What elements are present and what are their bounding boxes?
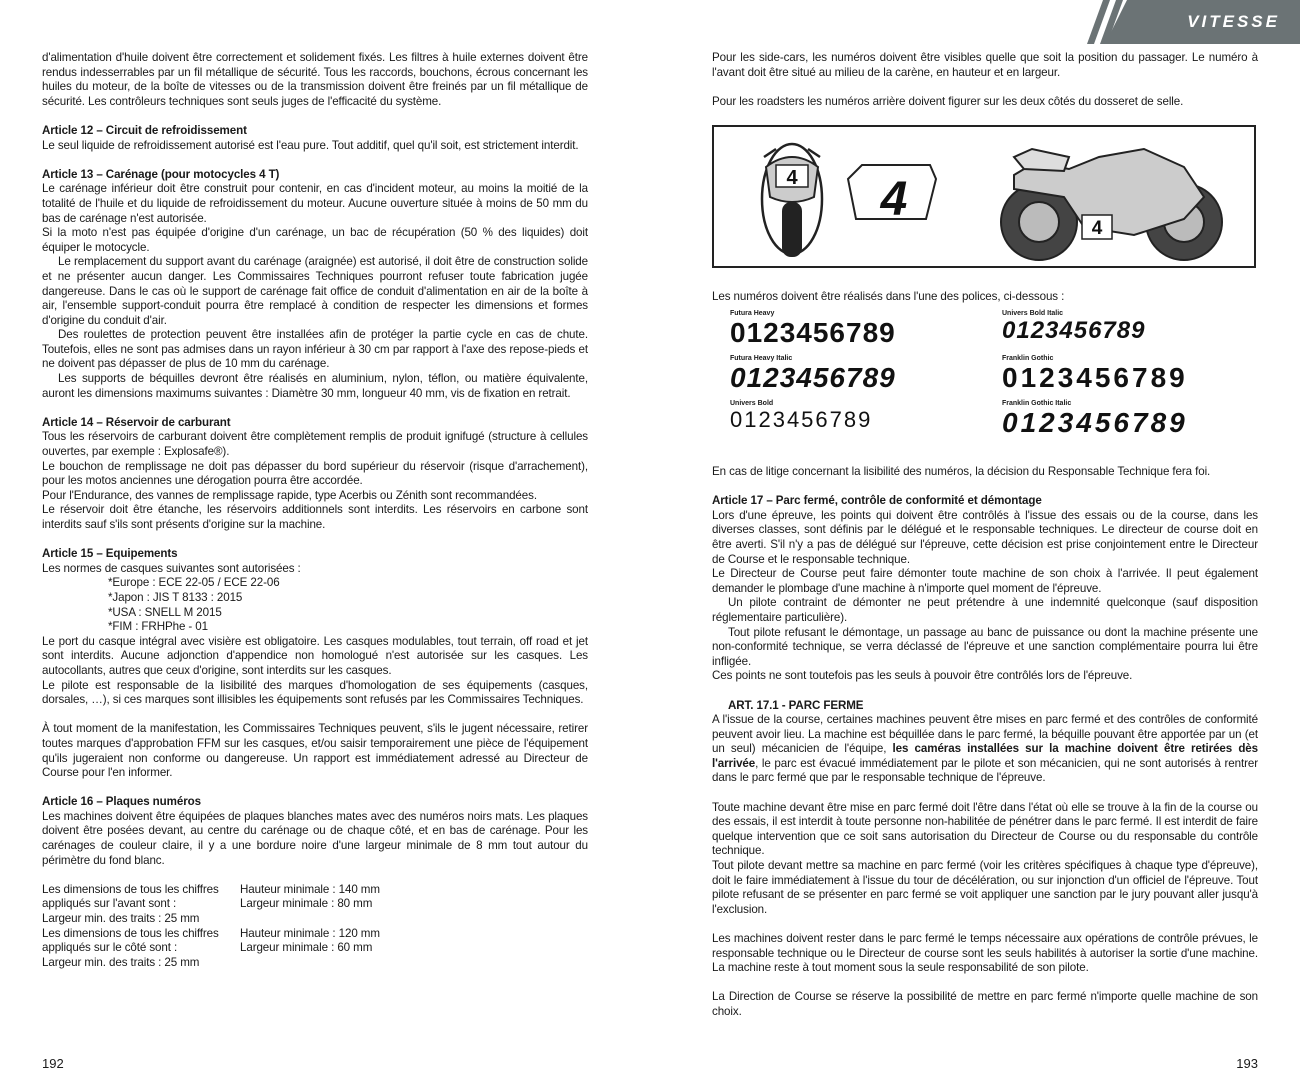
fonts-intro: Les numéros doivent être réalisés dans l'une des polices, ci-dessous :: [712, 290, 1065, 303]
article-17-p4: Tout pilote refusant le démontage, un passage au banc de puissance ou dont la machine présente une non-conformité technique, se verra déclassé de l'épreuve et une sanction complémentaire pourra lui être infligée.: [712, 625, 1258, 668]
font-samples: [730, 310, 1250, 445]
article-14-p1: Tous les réservoirs de carburant doivent être complètement remplis de produit ignifugé (structure à cellules ouvertes, par exemple : Explosafe®).: [42, 430, 588, 459]
article-17-p3: Un pilote contraint de démonter ne peut prétendre à une indemnité quelconque (sauf disposition réglementaire particulière).: [712, 596, 1258, 624]
side-min-width: Largeur minimale : 60 mm: [240, 941, 373, 955]
article-12-text: Le seul liquide de refroidissement autorisé est l'eau pure. Tout additif, quel qu'il soit, est strictement interdit.: [42, 138, 579, 152]
article-17-1-p1: [712, 713, 1258, 786]
side-min-height: Hauteur minimale : 120 mm: [240, 926, 380, 940]
font-sample: [730, 400, 872, 433]
banner-title: VITESSE: [1187, 12, 1280, 31]
font-sample: [1002, 310, 1145, 345]
font-name: Franklin Gothic Italic: [1002, 400, 1072, 407]
cameras-rule: les caméras installées sur la machine doivent être retirées dès l'arrivée: [712, 742, 1258, 770]
article-15-p4: À tout moment de la manifestation, les Commissaires Techniques peuvent, s'ils le jugent nécessaire, retirer toutes marques d'approbation FFM sur les casques, et/ou saisir temporairement une pièce de l'équipement qu'ils jugeraient non conforme ou dangereuse. Un rapport est immédiatement adressé au Directeur de Course pour l'en informer.: [42, 722, 588, 780]
front-dimensions: [42, 883, 588, 927]
article-13-title: Article 13 – Carénage (pour motocycles 4 T): [42, 167, 280, 181]
article-13-p5: Les supports de béquilles devront être réalisés en aluminium, nylon, téflon, ou matière équivalente, auront les dimensions maximums suivantes : Diamètre 30 mm, longueur 40 mm, vis de fixation en retrait.: [42, 372, 588, 400]
right-column-top: [712, 51, 1258, 109]
article-17-p1: Lors d'une épreuve, les points qui doivent être contrôlés à l'issue des essais ou de la course, dans les diverses classes, sont définis par le délégué et le responsable techniques. Le directeur de course doit en être averti. S'il n'y a pas de délégué sur l'épreuve, cette décision est prise conjointement entre le Directeur de Course et le responsable technique.: [712, 508, 1258, 566]
font-name: Futura Heavy: [730, 310, 775, 317]
front-dim-label-a: Les dimensions de tous les chiffres: [42, 882, 219, 896]
article-16-title: Article 16 – Plaques numéros: [42, 795, 201, 809]
svg-text:4: 4: [786, 167, 798, 189]
motorcycle-drawing: [714, 127, 1254, 266]
font-digits: 0123456789: [730, 362, 896, 393]
front-stroke-width: Largeur min. des traits : 25 mm: [42, 912, 200, 926]
helmet-norm: *USA : SNELL M 2015: [108, 605, 222, 619]
font-digits: 0123456789: [730, 317, 896, 348]
article-17-1-title: ART. 17.1 - PARC FERME: [728, 698, 864, 712]
intro-paragraph: d'alimentation d'huile doivent être correctement et solidement fixés. Les filtres à huile externes doivent être rendus indesserrables par un fil métallique de sécurité. Tous les raccords, bouchons, écrous concernant les huiles du moteur, de la boîte de vitesses ou de la transmission doivent être freinés par un fil métallique de sécurité. Les contrôleurs techniques sont seuls juges de l'efficacité du système.: [42, 51, 588, 108]
right-page: [650, 0, 1300, 1092]
font-sample: [1002, 400, 1188, 439]
article-15-p3: Le pilote est responsable de la lisibilité des marques d'homologation de ses équipements (casques, dorsales, …), si ces marques sont illisibles les équipements sont refusés par les Commissaires Techniques.: [42, 678, 588, 707]
font-digits: 0123456789: [1002, 317, 1146, 344]
article-14-p3: Pour l'Endurance, des vannes de remplissage rapide, type Acerbis ou Zénith sont recommandées.: [42, 488, 537, 502]
left-column: [42, 51, 588, 970]
right-column-bottom: [712, 465, 1258, 1020]
font-digits: 0123456789: [730, 407, 873, 432]
side-dim-label-a: Les dimensions de tous les chiffres: [42, 926, 219, 940]
article-17-1-p2: Toute machine devant être mise en parc fermé doit l'être dans l'état où elle se trouve à la fin de la course ou des essais, il est interdit à toute personne non-habilitée de pénétrer dans le parc fermé. Il est interdit de faire quelque intervention que ce soit sans autorisation du Directeur de Course ou du responsable du contrôle technique.: [712, 800, 1258, 858]
article-17-1-p5: La Direction de Course se réserve la possibilité de mettre en parc fermé n'importe quelle machine de son choix.: [712, 990, 1258, 1018]
article-17-1-p3: Tout pilote devant mettre sa machine en parc fermé (voir les critères spécifiques à chaque type d'épreuve), doit le faire immédiatement à l'issue du tour de décélération, ou sur injonction d'un officiel de l'épreuve. Tout pilote refusant de se présenter en parc fermé se voit appliquer une sanction par le jury pouvant aller jusqu'à l'exclusion.: [712, 859, 1258, 916]
article-13-p3: Le remplacement du support avant du carénage (araignée) est autorisé, il doit être de construction solide et ne présenter aucun danger. Les Commissaires Techniques pourront refuser toute fabrication jugée dangereuse. Dans le cas où le support de carénage fait office de conduit d'alimentation en air de la boîte à air, l'ensemble support-conduit pourra être remplacé à condition de respecter les dimensions et formes d'origine du conduit d'air.: [42, 255, 588, 327]
article-15-title: Article 15 – Equipements: [42, 547, 178, 561]
font-digits: 0123456789: [1002, 407, 1188, 438]
front-min-width: Largeur minimale : 80 mm: [240, 897, 373, 911]
font-name: Univers Bold Italic: [1002, 310, 1064, 317]
front-view-motorcycle-icon: [762, 144, 822, 257]
font-name: Franklin Gothic: [1002, 355, 1054, 362]
front-min-height: Hauteur minimale : 140 mm: [240, 882, 380, 896]
article-14-p2: Le bouchon de remplissage ne doit pas dépasser du bord supérieur du réservoir (risque d'arrachement), pour les motos anciennes une dérogation pourra être accordée.: [42, 459, 588, 488]
article-14-p4: Le réservoir doit être étanche, les réservoirs additionnels sont interdits. Les réservoirs en carbone sont interdits sauf s'ils sont présents d'origine sur la machine.: [42, 503, 588, 531]
article-13-p1: Le carénage inférieur doit être construit pour contenir, en cas d'incident moteur, au moins la moitié de la totalité de l'huile et du liquide de refroidissement du moteur. Aucune ouverture située à moins de 50 mm du bas de carénage n'est autorisée.: [42, 182, 588, 225]
helmet-norm: *FIM : FRHPhe - 01: [108, 620, 208, 634]
page-number-left: 192: [42, 1056, 64, 1071]
article-17-1-p1c: , le parc est évacué immédiatement par le pilote et son mécanicien, qui ne sont autorisés à rentrer dans le parc fermé que par le responsable technique de l'épreuve.: [712, 756, 1258, 785]
sidecar-paragraph: Pour les side-cars, les numéros doivent être visibles quelle que soit la position du passager. Le numéro à l'avant doit être situé au milieu de la carène, en hauteur et en largeur.: [712, 51, 1258, 79]
article-17-title: Article 17 – Parc fermé, contrôle de conformité et démontage: [712, 494, 1042, 508]
litige-paragraph: En cas de litige concernant la lisibilité des numéros, la décision du Responsable Technique fera foi.: [712, 465, 1211, 478]
article-17-p5: Ces points ne sont toutefois pas les seuls à pouvoir être contrôlés lors de l'épreuve.: [712, 669, 1133, 683]
side-view-motorcycle-icon: [1001, 149, 1222, 260]
font-digits: 0123456789: [1002, 362, 1188, 393]
helmet-norm: *Europe : ECE 22-05 / ECE 22-06: [108, 576, 280, 590]
article-13-p4: Des roulettes de protection peuvent être installées afin de protéger la partie cycle en cas de chute. Toutefois, elles ne sont pas admises dans un rayon inférieur à 30 cm par rapport à l'axe des repose-pieds et ne doivent pas dépasser de plus de 10 mm du carénage.: [42, 328, 588, 371]
article-13-p2: Si la moto n'est pas équipée d'origine d'un carénage, un bac de récupération (50 % des liquides) doit équiper le motocycle.: [42, 226, 588, 254]
front-dim-label-b: appliqués sur l'avant sont :: [42, 897, 177, 911]
side-dimensions: [42, 927, 588, 971]
number-plate-icon: [848, 165, 936, 226]
fonts-intro-block: [712, 290, 1258, 305]
font-sample: [730, 310, 896, 349]
number-plate-illustration: [712, 125, 1256, 268]
helmet-norm: *Japon : JIS T 8133 : 2015: [108, 590, 243, 604]
svg-text:4: 4: [880, 173, 908, 226]
side-stroke-width: Largeur min. des traits : 25 mm: [42, 955, 200, 969]
article-12-title: Article 12 – Circuit de refroidissement: [42, 123, 247, 137]
font-sample: [730, 355, 896, 394]
svg-text:4: 4: [1091, 218, 1103, 239]
font-name: Futura Heavy Italic: [730, 355, 793, 362]
side-dim-label-b: appliqués sur le côté sont :: [42, 941, 178, 955]
page-number-right: 193: [1236, 1056, 1258, 1071]
article-17-1-p4: Les machines doivent rester dans le parc fermé le temps nécessaire aux opérations de contrôle prévues, le responsable technique ou le Directeur de course sont les seuls habilités à autoriser la sortie d'une machine. La machine reste à tout moment sous la seule responsabilité de son pilote.: [712, 932, 1258, 975]
article-17-1-p1a: A l'issue de la course, certaines machines peuvent être mises en parc fermé et des contrôles de conformité peuvent avoir lieu. La machine est béquillée dans le parc fermé, la béquille pouvant être apportée par un (et un seul) mécanicien de l'équipe,: [712, 713, 1258, 756]
section-banner: [1075, 0, 1300, 44]
article-15-p1: Les normes de casques suivantes sont autorisées :: [42, 561, 301, 575]
article-17-p2: Le Directeur de Course peut faire démonter toute machine de son choix à l'arrivée. Il peut également demander le plombage d'une machine à n'importe quel moment de l'épreuve.: [712, 567, 1258, 595]
article-14-title: Article 14 – Réservoir de carburant: [42, 415, 231, 429]
article-15-p2: Le port du casque intégral avec visière est obligatoire. Les casques modulables, tout terrain, off road et jet sont interdits. Aucune adjonction d'appendice non homologué n'est autorisée sur les casques. Les autocollants, autres que ceux d'origine, sont interdits sur les casques.: [42, 634, 588, 677]
roadster-paragraph: Pour les roadsters les numéros arrière doivent figurer sur les deux côtés du dosseret de selle.: [712, 94, 1184, 108]
font-sample: [1002, 355, 1188, 394]
article-16-p1: Les machines doivent être équipées de plaques blanches mates avec des numéros noirs mats. Les plaques doivent être posées devant, au centre du carénage ou de chaque côté, et en bas de carénage. Pour les carénages de couleur claire, il y a une bordure noire d'une largeur minimale de 8 mm tout autour du périmètre du fond blanc.: [42, 809, 588, 867]
font-name: Univers Bold: [730, 400, 774, 407]
